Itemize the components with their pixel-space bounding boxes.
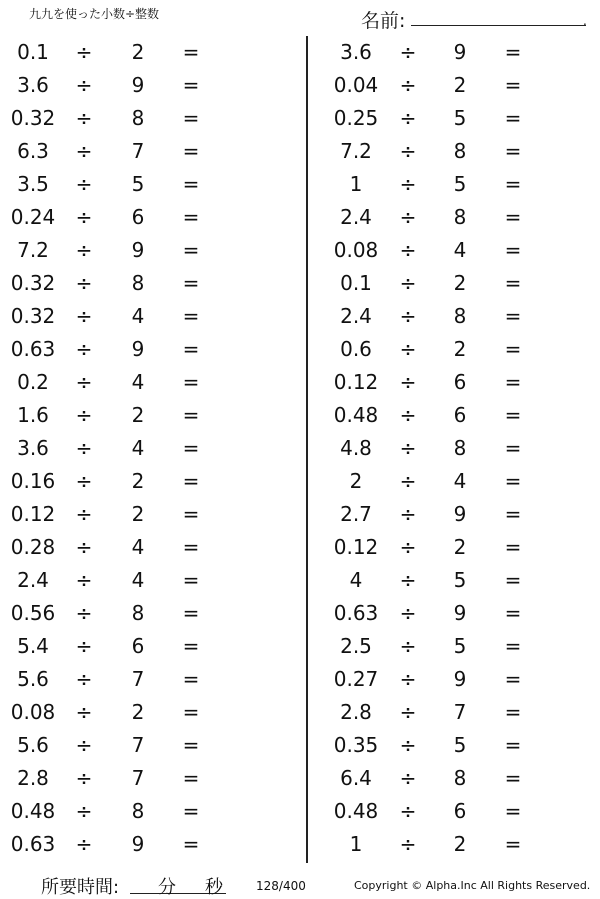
dividend: 0.27 xyxy=(333,667,379,691)
division-sign: ÷ xyxy=(399,106,417,130)
division-sign: ÷ xyxy=(399,634,417,658)
equals-sign: = xyxy=(504,502,522,526)
dividend: 0.08 xyxy=(10,700,56,724)
divisor: 2 xyxy=(453,535,467,559)
dividend: 2.4 xyxy=(340,304,372,328)
division-sign: ÷ xyxy=(75,766,93,790)
dividend: 0.16 xyxy=(10,469,56,493)
dividend: 0.04 xyxy=(333,73,379,97)
problem-row xyxy=(308,201,600,234)
dividend: 6.3 xyxy=(17,139,49,163)
problem-row xyxy=(0,564,300,597)
division-sign: ÷ xyxy=(399,799,417,823)
minutes-unit: 分 xyxy=(158,877,176,898)
divisor: 4 xyxy=(131,568,145,592)
problem-row xyxy=(308,234,600,267)
divisor: 9 xyxy=(453,40,467,64)
problem-row xyxy=(308,168,600,201)
divisor: 2 xyxy=(453,832,467,856)
page-number: 128/400 xyxy=(256,879,306,893)
divisor: 8 xyxy=(453,139,467,163)
equals-sign: = xyxy=(182,535,200,559)
division-sign: ÷ xyxy=(75,733,93,757)
division-sign: ÷ xyxy=(75,667,93,691)
copyright-notice: Copyright © Alpha.Inc All Rights Reserved. xyxy=(354,879,591,892)
divisor: 4 xyxy=(131,304,145,328)
dividend: 6.4 xyxy=(340,766,372,790)
divisor: 9 xyxy=(131,73,145,97)
equals-sign: = xyxy=(504,568,522,592)
division-sign: ÷ xyxy=(399,601,417,625)
equals-sign: = xyxy=(182,502,200,526)
problem-row xyxy=(308,498,600,531)
divisor: 4 xyxy=(453,469,467,493)
problem-row xyxy=(308,762,600,795)
division-sign: ÷ xyxy=(399,370,417,394)
problem-row xyxy=(0,531,300,564)
dividend: 0.35 xyxy=(333,733,379,757)
division-sign: ÷ xyxy=(75,634,93,658)
worksheet-title: 九九を使った小数÷整数 xyxy=(29,7,160,21)
equals-sign: = xyxy=(182,337,200,361)
division-sign: ÷ xyxy=(399,436,417,460)
equals-sign: = xyxy=(182,799,200,823)
dividend: 0.1 xyxy=(340,271,372,295)
equals-sign: = xyxy=(504,832,522,856)
equals-sign: = xyxy=(182,700,200,724)
dividend: 1 xyxy=(349,832,363,856)
division-sign: ÷ xyxy=(399,172,417,196)
divisor: 9 xyxy=(131,238,145,262)
divisor: 7 xyxy=(131,667,145,691)
problem-row xyxy=(308,597,600,630)
dividend: 5.6 xyxy=(17,733,49,757)
problem-row xyxy=(0,102,300,135)
equals-sign: = xyxy=(504,304,522,328)
equals-sign: = xyxy=(504,370,522,394)
division-sign: ÷ xyxy=(75,799,93,823)
problem-row xyxy=(0,36,300,69)
problem-row xyxy=(0,201,300,234)
dividend: 4.8 xyxy=(340,436,372,460)
division-sign: ÷ xyxy=(75,304,93,328)
equals-sign: = xyxy=(504,601,522,625)
division-sign: ÷ xyxy=(75,205,93,229)
equals-sign: = xyxy=(504,436,522,460)
problem-row xyxy=(308,696,600,729)
division-sign: ÷ xyxy=(75,106,93,130)
divisor: 5 xyxy=(453,106,467,130)
problem-row xyxy=(308,531,600,564)
divisor: 5 xyxy=(453,634,467,658)
dividend: 0.2 xyxy=(17,370,49,394)
equals-sign: = xyxy=(504,634,522,658)
problem-row xyxy=(308,300,600,333)
dividend: 0.24 xyxy=(10,205,56,229)
division-sign: ÷ xyxy=(75,73,93,97)
problem-row xyxy=(308,564,600,597)
equals-sign: = xyxy=(504,238,522,262)
problem-row xyxy=(0,498,300,531)
division-sign: ÷ xyxy=(75,40,93,64)
division-sign: ÷ xyxy=(399,205,417,229)
divisor: 6 xyxy=(453,370,467,394)
equals-sign: = xyxy=(182,667,200,691)
divisor: 5 xyxy=(453,733,467,757)
divisor: 9 xyxy=(131,337,145,361)
division-sign: ÷ xyxy=(399,403,417,427)
dividend: 0.08 xyxy=(333,238,379,262)
division-sign: ÷ xyxy=(399,700,417,724)
divisor: 7 xyxy=(131,139,145,163)
dividend: 0.1 xyxy=(17,40,49,64)
problem-row xyxy=(308,432,600,465)
equals-sign: = xyxy=(504,799,522,823)
problem-row xyxy=(0,729,300,762)
division-sign: ÷ xyxy=(75,535,93,559)
divisor: 7 xyxy=(453,700,467,724)
problem-row xyxy=(0,135,300,168)
division-sign: ÷ xyxy=(75,601,93,625)
equals-sign: = xyxy=(182,832,200,856)
division-sign: ÷ xyxy=(75,469,93,493)
problem-row xyxy=(0,432,300,465)
divisor: 8 xyxy=(453,436,467,460)
problem-row xyxy=(0,300,300,333)
equals-sign: = xyxy=(182,568,200,592)
divisor: 7 xyxy=(131,766,145,790)
problem-row xyxy=(308,267,600,300)
division-sign: ÷ xyxy=(75,139,93,163)
division-sign: ÷ xyxy=(399,667,417,691)
dividend: 0.56 xyxy=(10,601,56,625)
left-problem-column xyxy=(0,36,300,861)
dividend: 3.6 xyxy=(340,40,372,64)
equals-sign: = xyxy=(182,271,200,295)
problem-row xyxy=(308,663,600,696)
equals-sign: = xyxy=(504,40,522,64)
equals-sign: = xyxy=(504,535,522,559)
seconds-unit: 秒 xyxy=(205,877,223,898)
dividend: 2.8 xyxy=(17,766,49,790)
dividend: 0.12 xyxy=(333,535,379,559)
dividend: 0.6 xyxy=(340,337,372,361)
equals-sign: = xyxy=(504,205,522,229)
division-sign: ÷ xyxy=(399,832,417,856)
equals-sign: = xyxy=(504,733,522,757)
division-sign: ÷ xyxy=(399,766,417,790)
division-sign: ÷ xyxy=(75,436,93,460)
equals-sign: = xyxy=(182,469,200,493)
divisor: 2 xyxy=(453,337,467,361)
divisor: 2 xyxy=(131,403,145,427)
division-sign: ÷ xyxy=(75,370,93,394)
equals-sign: = xyxy=(182,601,200,625)
division-sign: ÷ xyxy=(399,271,417,295)
division-sign: ÷ xyxy=(399,469,417,493)
dividend: 1.6 xyxy=(17,403,49,427)
problem-row xyxy=(308,729,600,762)
division-sign: ÷ xyxy=(399,568,417,592)
equals-sign: = xyxy=(504,271,522,295)
dividend: 0.63 xyxy=(10,832,56,856)
divisor: 8 xyxy=(131,601,145,625)
dividend: 0.48 xyxy=(333,403,379,427)
division-sign: ÷ xyxy=(75,568,93,592)
dividend: 0.48 xyxy=(333,799,379,823)
problem-row xyxy=(0,597,300,630)
equals-sign: = xyxy=(504,469,522,493)
equals-sign: = xyxy=(182,106,200,130)
dividend: 7.2 xyxy=(340,139,372,163)
name-field-line[interactable] xyxy=(411,25,586,26)
divisor: 6 xyxy=(453,403,467,427)
equals-sign: = xyxy=(504,403,522,427)
problem-row xyxy=(0,762,300,795)
equals-sign: = xyxy=(504,766,522,790)
dividend: 0.32 xyxy=(10,304,56,328)
divisor: 2 xyxy=(131,502,145,526)
divisor: 2 xyxy=(453,73,467,97)
divisor: 2 xyxy=(131,700,145,724)
dividend: 7.2 xyxy=(17,238,49,262)
division-sign: ÷ xyxy=(399,733,417,757)
problem-row xyxy=(308,828,600,861)
problem-row xyxy=(0,234,300,267)
equals-sign: = xyxy=(504,700,522,724)
problem-row xyxy=(308,69,600,102)
division-sign: ÷ xyxy=(399,139,417,163)
problem-row xyxy=(0,69,300,102)
divisor: 5 xyxy=(453,568,467,592)
dividend: 3.5 xyxy=(17,172,49,196)
division-sign: ÷ xyxy=(75,238,93,262)
equals-sign: = xyxy=(504,73,522,97)
division-sign: ÷ xyxy=(399,73,417,97)
right-problem-column xyxy=(308,36,600,861)
problem-row xyxy=(0,168,300,201)
problem-row xyxy=(308,135,600,168)
dividend: 2.4 xyxy=(340,205,372,229)
divisor: 5 xyxy=(453,172,467,196)
problem-row xyxy=(308,333,600,366)
dividend: 0.48 xyxy=(10,799,56,823)
dividend: 2.4 xyxy=(17,568,49,592)
divisor: 9 xyxy=(453,502,467,526)
problem-row xyxy=(0,366,300,399)
division-sign: ÷ xyxy=(75,337,93,361)
division-sign: ÷ xyxy=(399,337,417,361)
time-required-label: 所要時間: xyxy=(41,877,120,898)
name-field-end-dot: . xyxy=(583,14,587,28)
equals-sign: = xyxy=(182,436,200,460)
equals-sign: = xyxy=(504,139,522,163)
division-sign: ÷ xyxy=(399,304,417,328)
equals-sign: = xyxy=(182,172,200,196)
divisor: 8 xyxy=(131,271,145,295)
dividend: 0.63 xyxy=(333,601,379,625)
problem-row xyxy=(0,465,300,498)
dividend: 0.32 xyxy=(10,106,56,130)
divisor: 2 xyxy=(131,469,145,493)
equals-sign: = xyxy=(182,205,200,229)
dividend: 1 xyxy=(349,172,363,196)
problem-row xyxy=(0,399,300,432)
equals-sign: = xyxy=(504,172,522,196)
problem-row xyxy=(308,102,600,135)
problem-row xyxy=(0,663,300,696)
divisor: 2 xyxy=(131,40,145,64)
equals-sign: = xyxy=(182,634,200,658)
dividend: 2.5 xyxy=(340,634,372,658)
equals-sign: = xyxy=(504,667,522,691)
dividend: 0.12 xyxy=(333,370,379,394)
divisor: 2 xyxy=(453,271,467,295)
equals-sign: = xyxy=(182,238,200,262)
equals-sign: = xyxy=(504,106,522,130)
equals-sign: = xyxy=(182,370,200,394)
dividend: 0.63 xyxy=(10,337,56,361)
divisor: 8 xyxy=(453,205,467,229)
divisor: 4 xyxy=(131,436,145,460)
divisor: 4 xyxy=(453,238,467,262)
divisor: 6 xyxy=(453,799,467,823)
division-sign: ÷ xyxy=(75,403,93,427)
equals-sign: = xyxy=(182,304,200,328)
division-sign: ÷ xyxy=(75,700,93,724)
dividend: 0.25 xyxy=(333,106,379,130)
problem-row xyxy=(0,828,300,861)
divisor: 5 xyxy=(131,172,145,196)
division-sign: ÷ xyxy=(75,832,93,856)
problem-row xyxy=(308,36,600,69)
division-sign: ÷ xyxy=(75,172,93,196)
divisor: 8 xyxy=(453,304,467,328)
problem-row xyxy=(0,795,300,828)
divisor: 6 xyxy=(131,205,145,229)
dividend: 5.4 xyxy=(17,634,49,658)
dividend: 4 xyxy=(349,568,363,592)
problem-row xyxy=(308,366,600,399)
problem-row xyxy=(308,630,600,663)
divisor: 8 xyxy=(453,766,467,790)
divisor: 9 xyxy=(131,832,145,856)
dividend: 5.6 xyxy=(17,667,49,691)
equals-sign: = xyxy=(182,73,200,97)
dividend: 2 xyxy=(349,469,363,493)
divisor: 6 xyxy=(131,634,145,658)
division-sign: ÷ xyxy=(75,502,93,526)
dividend: 0.28 xyxy=(10,535,56,559)
dividend: 2.7 xyxy=(340,502,372,526)
problem-row xyxy=(308,465,600,498)
divisor: 8 xyxy=(131,799,145,823)
division-sign: ÷ xyxy=(399,535,417,559)
problem-row xyxy=(0,333,300,366)
equals-sign: = xyxy=(504,337,522,361)
equals-sign: = xyxy=(182,139,200,163)
divisor: 9 xyxy=(453,667,467,691)
divisor: 9 xyxy=(453,601,467,625)
division-sign: ÷ xyxy=(399,502,417,526)
problem-row xyxy=(308,795,600,828)
division-sign: ÷ xyxy=(399,40,417,64)
equals-sign: = xyxy=(182,403,200,427)
dividend: 0.32 xyxy=(10,271,56,295)
dividend: 3.6 xyxy=(17,436,49,460)
equals-sign: = xyxy=(182,766,200,790)
division-sign: ÷ xyxy=(399,238,417,262)
name-label: 名前: xyxy=(361,10,406,32)
dividend: 0.12 xyxy=(10,502,56,526)
problem-row xyxy=(0,267,300,300)
problem-row xyxy=(308,399,600,432)
divisor: 7 xyxy=(131,733,145,757)
dividend: 3.6 xyxy=(17,73,49,97)
divisor: 8 xyxy=(131,106,145,130)
dividend: 2.8 xyxy=(340,700,372,724)
problem-row xyxy=(0,630,300,663)
problem-row xyxy=(0,696,300,729)
equals-sign: = xyxy=(182,733,200,757)
divisor: 4 xyxy=(131,535,145,559)
divisor: 4 xyxy=(131,370,145,394)
division-sign: ÷ xyxy=(75,271,93,295)
equals-sign: = xyxy=(182,40,200,64)
